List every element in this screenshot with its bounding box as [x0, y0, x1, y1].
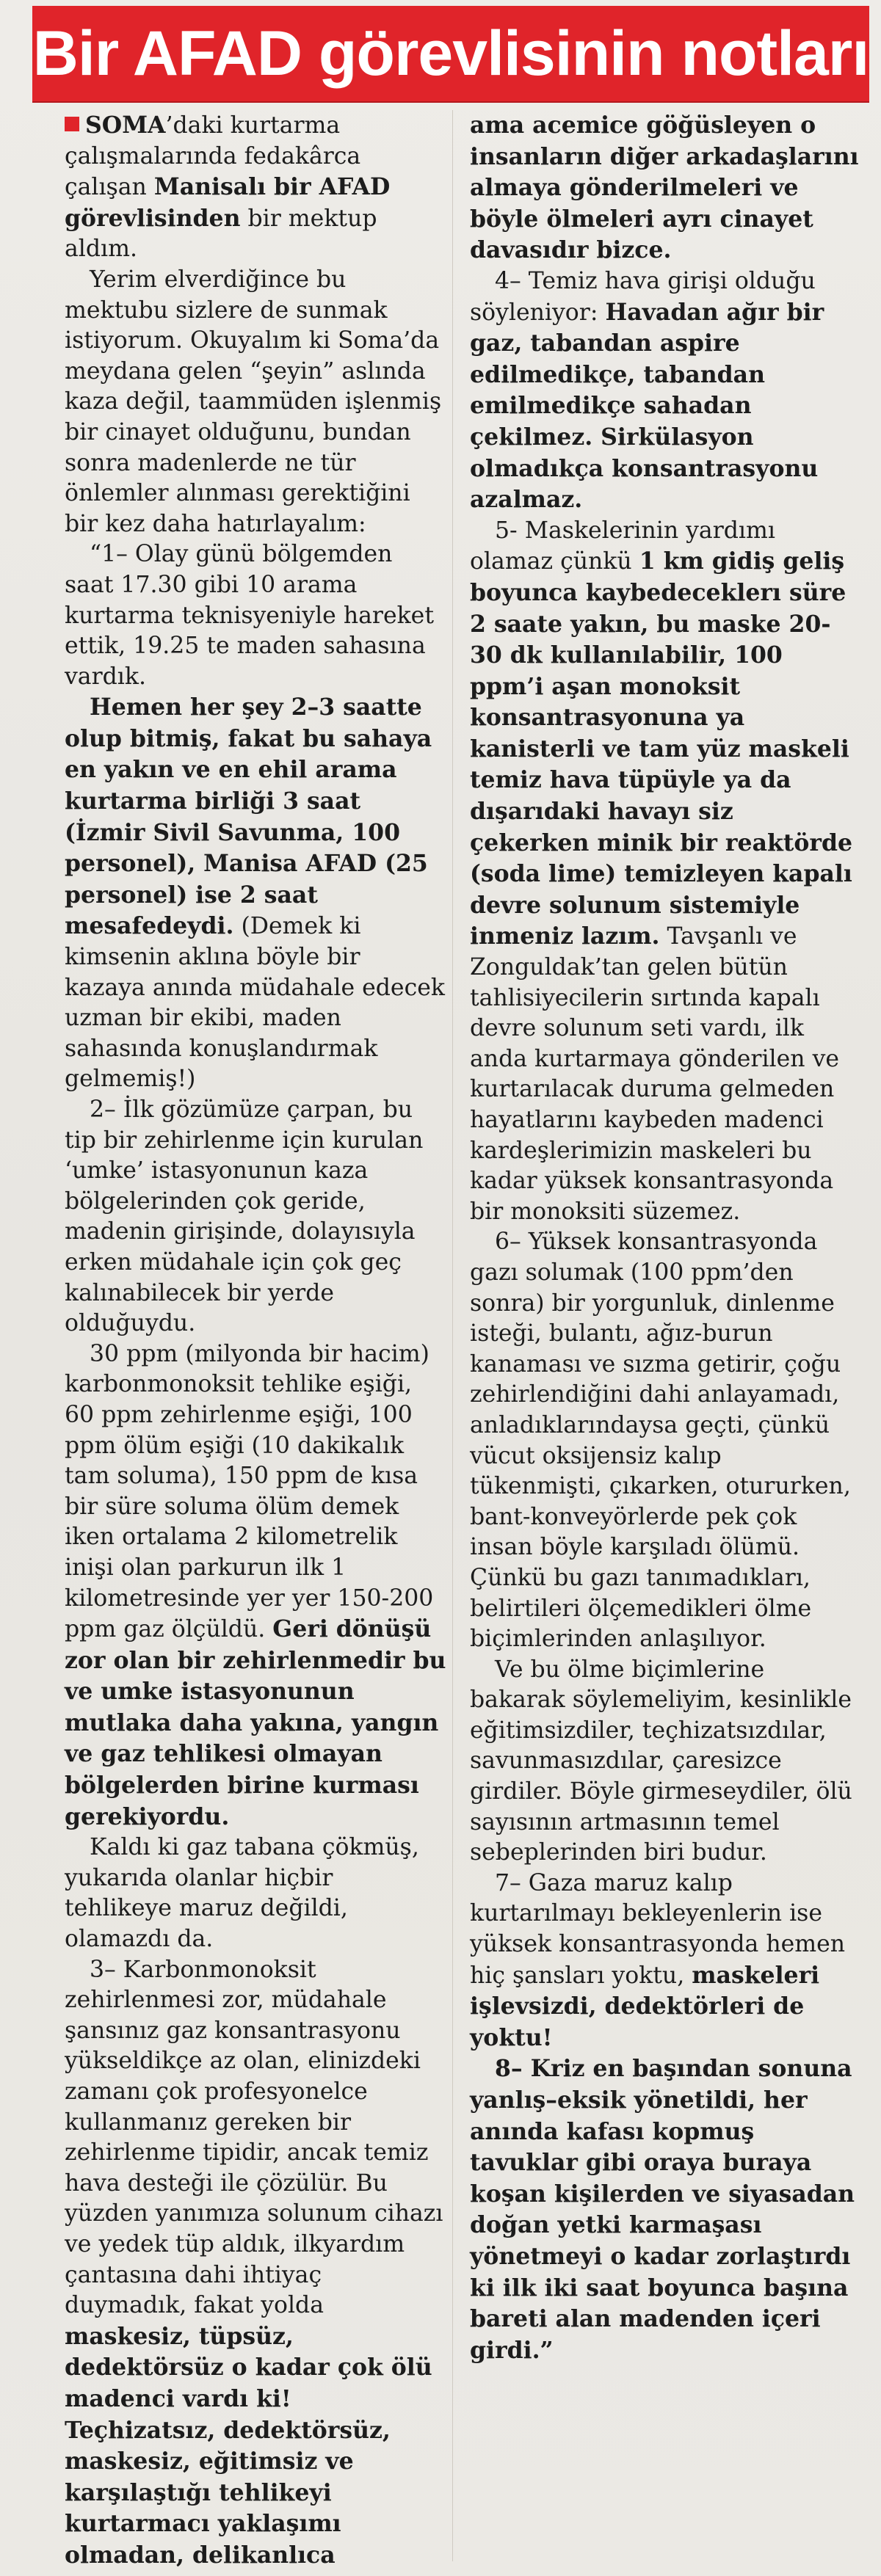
- paragraph: Yerim elverdiğince bu mektubu sizlere de sunmak istiyorum. Okuyalım ki Soma’da meydana gelen “şeyin” aslında kaza değil, taammüden işlenmiş bir cinayet olduğunu, bundan sonra madenlerde ne tür önlemler alınması gerektiğini bir kez daha hatırlayalım:: [65, 266, 442, 537]
- paragraph: 3– Karbonmonoksit zehirlenmesi zor, müdahale şansınız gaz konsantrasyonu yükseldikçe az olan, elinizdeki zamanı çok profesyonelce kullanmanız gereken bir zehirlenme tipidir, ancak temiz hava desteği ile çözülür. Bu yüzden yanımıza solunum cihazı ve yedek tüp aldık, ilkyardım çantasına dahi ihtiyaç duymadık, fakat yolda maskesiz, tüpsüz, dedektörsüz o kadar çok ölü madenci vardı ki! Teçhizatsız, dedektörsüz, maskesiz, eğitimsiz ve karşılaştığı tehlikeyi kurtarmacı yaklaşımı olmadan, delikanlıca: [65, 1956, 443, 2569]
- headline-title: Bir AFAD görevlisinin notları: [32, 18, 869, 89]
- column-divider: [452, 110, 453, 2561]
- paragraph: 8– Kriz en başından sonuna yanlış–eksik yönetildi, her anında kafası kopmuş tavuklar gibi oraya buraya koşan kişilerden ve siyasadan doğan yetki karmaşası yönetmeyi o kadar zorlaştırdı ki ilk iki saat boyunca başına bareti alan madenden içeri girdi.”: [470, 2055, 855, 2364]
- paragraph: Ve bu ölme biçimlerine bakarak söylemeliyim, kesinlikle eğitimsizdiler, teçhizatsızdılar, savunmasızdılar, çaresizce girdiler. Böyle girmeseydiler, ölü sayısının artmasının temel sebeplerinden biri budur.: [470, 1656, 852, 1866]
- paragraph: 30 ppm (milyonda bir hacim) karbonmonoksit tehlike eşiği, 60 ppm zehirlenme eşiği, 100 ppm ölüm eşiği (10 dakikalık tam soluma), 150 ppm de kısa bir süre soluma ölüm demek iken ortalama 2 kilometrelik inişi olan parkurun ilk 1 kilometresinde yer yer 150-200 ppm gaz ölçüldü. Geri dönüşü zor olan bir zehirlenmedir bu ve umke istasyonunun mutlaka daha yakına, yangın ve gaz tehlikesi olmayan bölgelerden birine kurması gerekiyordu.: [65, 1340, 446, 1830]
- headline-banner: [32, 6, 869, 101]
- paragraph: Kaldı ki gaz tabana çökmüş, yukarıda olanlar hiçbir tehlikeye maruz değildi, olamazdı da.: [65, 1834, 419, 1953]
- paragraph: 7– Gaza maruz kalıp kurtarılmayı bekleyenlerin ise yüksek konsantrasyonda hemen hiç şansları yoktu, maskeleri işlevsizdi, dedektörleri de yoktu!: [470, 1869, 846, 2051]
- article-column-right: [470, 110, 859, 2366]
- paragraph: 4– Temiz hava girişi olduğu söyleniyor: Havadan ağır bir gaz, tabandan aspire edilmedikçe, tabandan emilmedikçe sahadan çekilmez. Sirkülasyon olmadıkça konsantrasyonu azalmaz.: [470, 267, 824, 514]
- paragraph: SOMA’daki kurtarma çalışmalarında fedakârca çalışan Manisalı bir AFAD görevlisinden bir mektup aldım.: [65, 112, 391, 263]
- paragraph: “1– Olay günü bölgemden saat 17.30 gibi 10 arama kurtarma teknisyeniyle hareket ettik, 19.25 te maden sahasına vardık.: [65, 541, 434, 690]
- paragraph: 2– İlk gözümüze çarpan, bu tip bir zehirlenme için kurulan ‘umke’ istasyonunun kaza bölgelerinden çok geride, madenin girişinde, dolayısıyla erken müdahale için çok geç kalınabilecek bir yerde olduğuydu.: [65, 1096, 424, 1337]
- paragraph: Hemen her şey 2–3 saatte olup bitmiş, fakat bu sahaya en yakın ve en ehil arama kurtarma birliği 3 saat (İzmir Sivil Savunma, 100 personel), Manisa AFAD (25 personel) ise 2 saat mesafedeydi. (Demek ki kimsenin aklına böyle bir kazaya anında müdahale edecek uzman bir ekibi, maden sahasında konuşlandırmak gelmemiş!): [65, 694, 445, 1093]
- paragraph: 5- Maskelerinin yardımı olamaz çünkü 1 km gidiş geliş boyunca kaybedeceklerı süre 2 saate yakın, bu maske 20-30 dk kullanılabilir, 100 ppm’i aşan monoksit konsantrasyonuna ya kanisterli ve tam yüz maskeli temiz hava tüpüyle ya da dışarıdaki havayı siz çekerken minik bir reaktörde (soda lime) temizleyen kapalı devre solunum sistemiyle inmeniz lazım. Tavşanlı ve Zonguldak’tan gelen bütün tahlisiyecilerin sırtında kapalı devre solunum seti vardı, ilk anda kurtarmaya gönderilen ve kurtarılacak duruma gelmeden hayatlarını kaybeden madenci kardeşlerimizin maskeleri bu kadar yüksek konsantrasyonda bir monoksiti süzemez.: [470, 517, 853, 1225]
- paragraph: 6– Yüksek konsantrasyonda gazı solumak (100 ppm’den sonra) bir yorgunluk, dinlenme isteği, bulantı, ağız-burun kanaması ve sızma getirir, çoğu zehirlendiğini dahi anlayamadı, anladıklarındaysa geçti, çünkü vücut oksijensiz kalıp tükenmişti, çıkarken, otururken, bant-konveyörlerde pek çok insan böyle karşıladı ölümü. Çünkü bu gazı tanımadıkları, belirtileri ölçemedikleri ölme biçimlerinden anlaşılıyor.: [470, 1229, 851, 1653]
- section-marker-icon: [65, 117, 79, 131]
- article-column-left: [65, 110, 446, 2572]
- paragraph: ama acemice göğüsleyen o insanların diğer arkadaşlarını almaya gönderilmeleri ve böyle ölmeleri ayrı cinayet davasıdır bizce.: [470, 112, 859, 264]
